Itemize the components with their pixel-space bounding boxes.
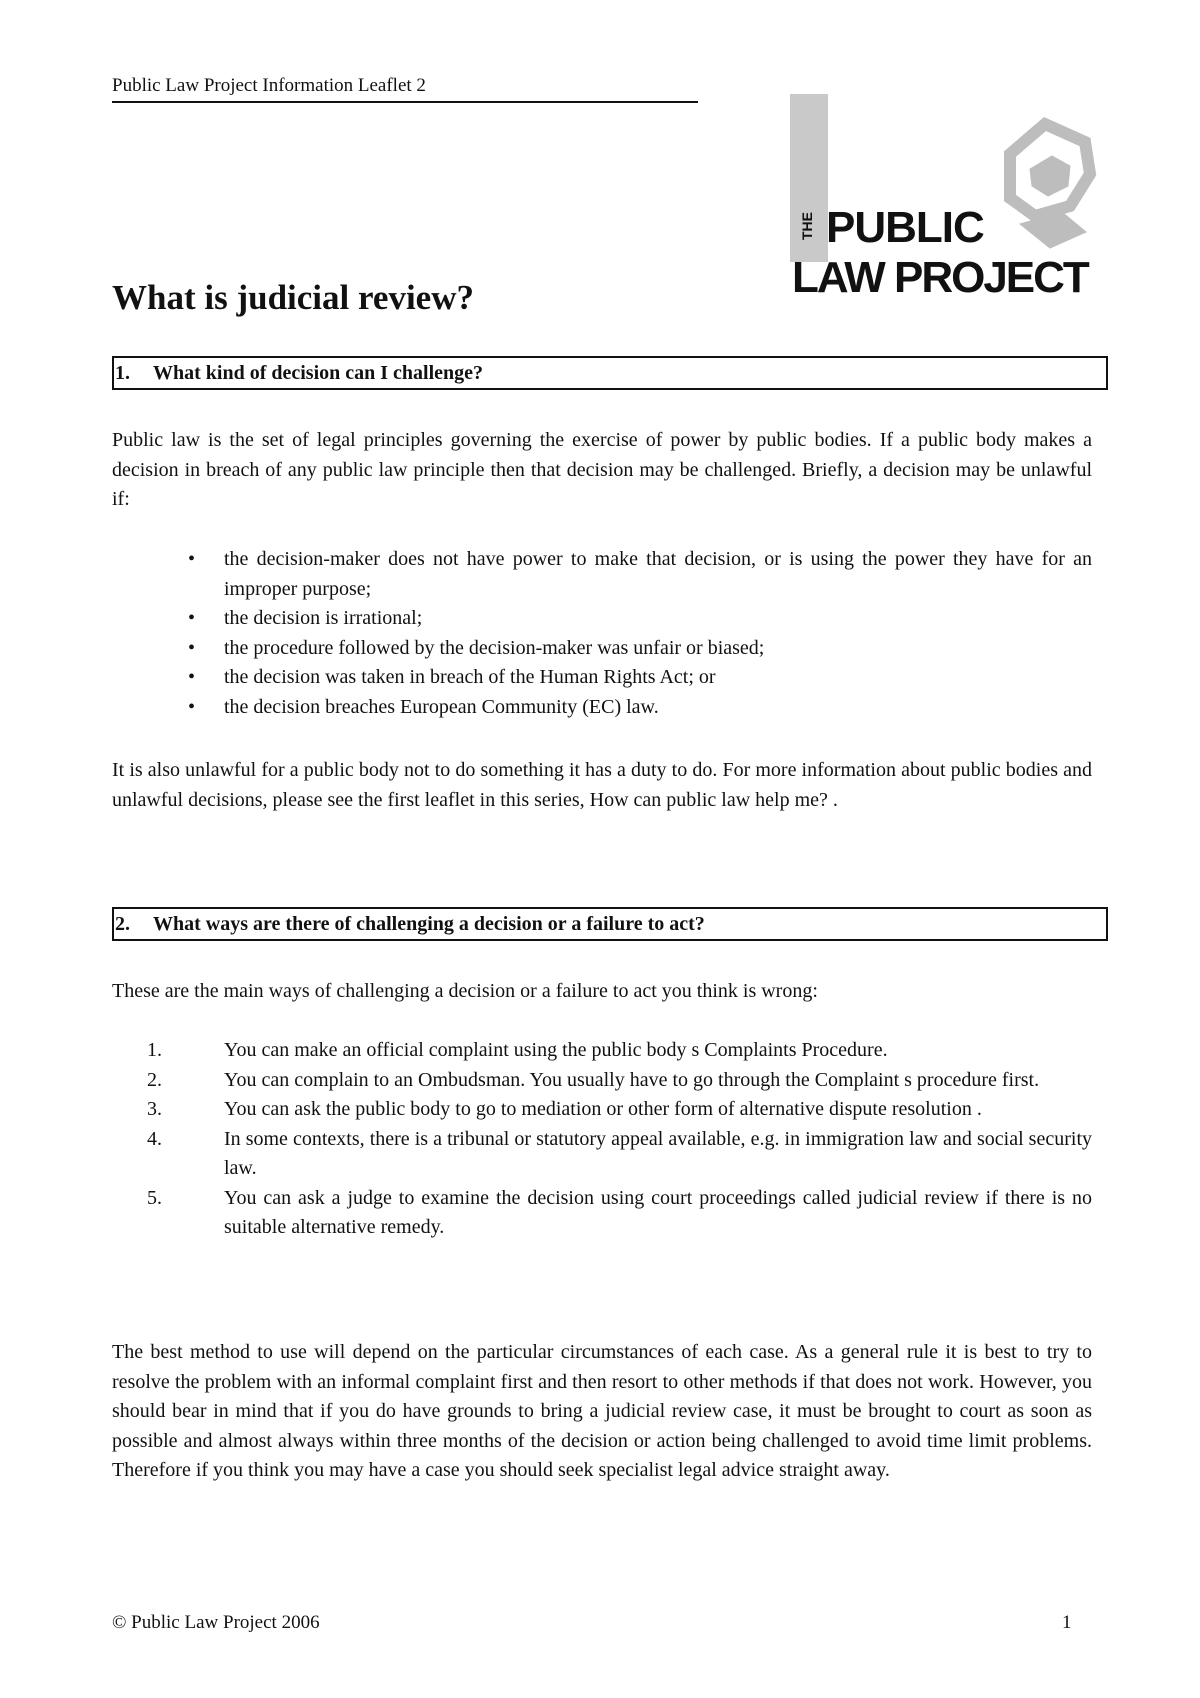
section-2-intro: These are the main ways of challenging a decision or a failure to act you think is wrong: bbox=[112, 980, 818, 1002]
logo-the-text: THE bbox=[799, 212, 815, 240]
running-header: Public Law Project Information Leaflet 2 bbox=[112, 74, 698, 103]
section-1-number: 1. bbox=[115, 362, 130, 384]
list-item: 4. In some contexts, there is a tribunal or statutory appeal available, e.g. in immigration law and social security law. bbox=[147, 1127, 1092, 1179]
bullet-icon: • bbox=[188, 607, 196, 629]
list-item: 5. You can ask a judge to examine the decision using court proceedings called judicial review if there is no suitable alternative remedy. bbox=[147, 1186, 1092, 1238]
bullet-icon: • bbox=[188, 548, 196, 570]
list-item: • the decision was taken in breach of the Human Rights Act; or bbox=[112, 663, 1092, 693]
list-item: • the decision is irrational; bbox=[112, 604, 1092, 634]
section-2-heading: What ways are there of challenging a decision or a failure to act? bbox=[153, 913, 705, 935]
bullet-icon: • bbox=[188, 636, 196, 659]
page-number: 1 bbox=[1062, 1612, 1072, 1633]
list-item: 3. You can ask the public body to go to mediation or other form of alternative dispute resolution . bbox=[147, 1098, 982, 1120]
list-item: 2. You can complain to an Ombudsman. You usually have to go through the Complaint s procedure first. bbox=[147, 1068, 1040, 1091]
section-1-intro: Public law is the set of legal principles governing the exercise of power by public bodies. If a public body makes a decision in breach of any public law principle then that decision may be challenged. Briefly, a decision may be unlawful if: bbox=[112, 429, 1092, 510]
bullet-icon: • bbox=[188, 695, 196, 718]
list-item: • the decision-maker does not have power to make that decision, or is using the power they have for an improper purpose; bbox=[112, 545, 1092, 604]
bullet-icon: • bbox=[188, 666, 196, 688]
section-2-closing: The best method to use will depend on the particular circumstances of each case. As a general rule it is best to try to resolve the problem with an informal complaint first and then resort to other methods if that does not work. However, you should bear in mind that if you do have grounds to bring a judicial review case, it must be brought to court as soon as possible and almost always within three months of the decision or action being challenged to avoid time limit problems. Therefore if you think you may have a case you should seek specialist legal advice straight away. bbox=[112, 1341, 1092, 1481]
section-2-heading-box bbox=[112, 907, 1108, 941]
page-title: What is judicial review? bbox=[112, 278, 474, 317]
list-item: • the procedure followed by the decision-maker was unfair or biased; bbox=[112, 634, 1092, 664]
unlawful-grounds-list bbox=[112, 545, 1092, 722]
challenge-methods-list bbox=[112, 1036, 1092, 1243]
logo-monogram: PLP bbox=[1010, 182, 1012, 183]
section-1-heading: What kind of decision can I challenge? bbox=[153, 362, 484, 384]
public-law-project-logo bbox=[790, 92, 1110, 324]
section-2-number: 2. bbox=[115, 913, 130, 935]
list-item: 1. You can make an official complaint using the public body s Complaints Procedure. bbox=[147, 1039, 888, 1061]
section-1-heading-box bbox=[112, 356, 1108, 390]
list-item: • the decision breaches European Community (EC) law. bbox=[112, 693, 1092, 723]
section-1-closing: It is also unlawful for a public body not to do something it has a duty to do. For more information about public bodies and unlawful decisions, please see the first leaflet in this series, How can public law help me? . bbox=[112, 759, 1092, 811]
logo-law-project-text: LAW PROJECT bbox=[792, 253, 1088, 302]
logo-public-text: PUBLIC bbox=[826, 203, 984, 252]
copyright-footer: © Public Law Project 2006 bbox=[112, 1612, 320, 1633]
